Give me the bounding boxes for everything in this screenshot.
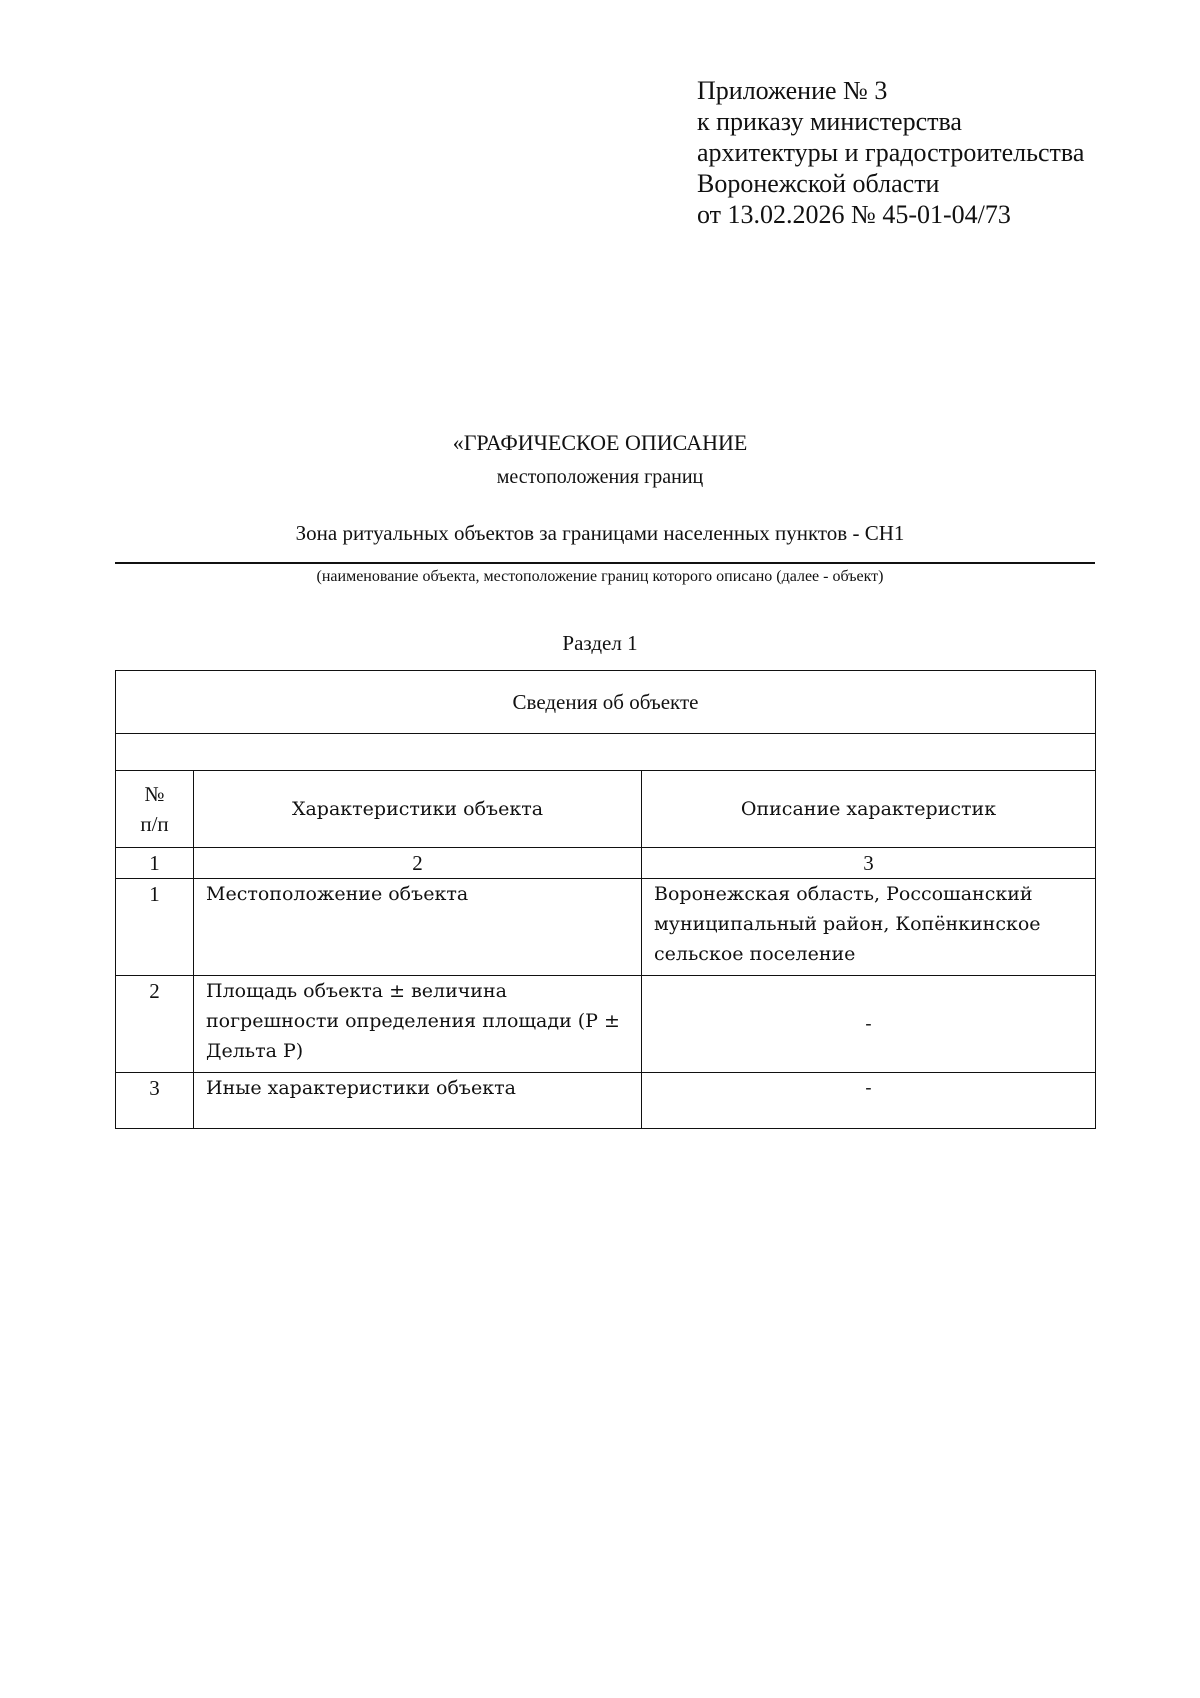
header-description: Описание характеристик [642, 771, 1096, 848]
column-number: 1 [116, 848, 194, 879]
table-row [116, 879, 1096, 976]
table-header-row [116, 771, 1096, 848]
object-info-table [115, 670, 1096, 1129]
row-description: Воронежская область, Россошанский муниципальный район, Копёнкинское сельское поселение [642, 879, 1096, 976]
row-characteristic: Местоположение объекта [194, 879, 642, 976]
row-characteristic: Площадь объекта ± величина погрешности определения площади (Р ± Дельта Р) [194, 976, 642, 1073]
appendix-line: к приказу министерства [697, 107, 962, 136]
table-caption: Сведения об объекте [116, 671, 1096, 734]
appendix-line: архитектуры и градостроительства [697, 138, 1085, 167]
row-description: - [642, 1073, 1096, 1129]
header-num-abbr: п/п [140, 812, 169, 836]
object-name-note: (наименование объекта, местоположение границ которого описано (далее - объект) [316, 568, 884, 585]
column-number: 3 [642, 848, 1096, 879]
row-number: 3 [116, 1073, 194, 1129]
section-title: Раздел 1 [562, 631, 638, 655]
document-subtitle: местоположения границ [496, 466, 704, 488]
header-num [116, 771, 194, 848]
appendix-line: Приложение № 3 [697, 76, 888, 105]
table-empty-row [116, 734, 1096, 771]
appendix-line: Воронежской области [697, 169, 940, 198]
header-num-symbol: № [144, 782, 165, 806]
row-number: 2 [116, 976, 194, 1073]
row-number: 1 [116, 879, 194, 976]
row-description: - [642, 976, 1096, 1073]
row-characteristic: Иные характеристики объекта [194, 1073, 642, 1129]
document-title: «ГРАФИЧЕСКОЕ ОПИСАНИЕ [452, 430, 748, 455]
object-name-underline [115, 562, 1095, 564]
table-row [116, 976, 1096, 1073]
object-name: Зона ритуальных объектов за границами населенных пунктов - СН1 [295, 521, 905, 545]
header-characteristics: Характеристики объекта [194, 771, 642, 848]
appendix-line: от 13.02.2026 № 45-01-04/73 [697, 200, 1011, 229]
column-number-row [116, 848, 1096, 879]
column-number: 2 [194, 848, 642, 879]
table-row [116, 1073, 1096, 1129]
appendix-block [697, 75, 1084, 230]
